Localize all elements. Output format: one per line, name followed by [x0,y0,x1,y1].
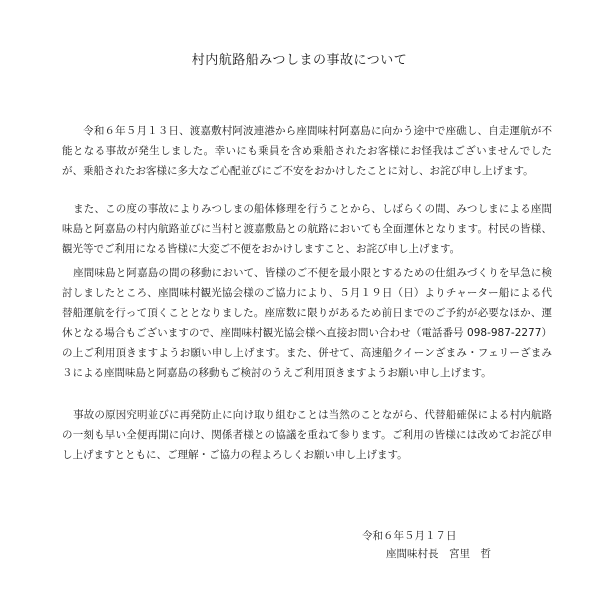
paragraph-3 [62,263,552,383]
paragraph-2 [62,199,552,259]
paragraph-1-text: 令和６年５月１３日、渡嘉敷村阿波連港から座間味村阿嘉島に向かう途中で座礁し、自走運航が不能となる事故が発生しました。幸いにも乗員を含め乗船されたお客様にお怪我はございませんでしたが、乗船されたお客様に多大なご心配並びにご不安をおかけしたことに対し、お詫び申し上げます。 [62,125,552,177]
document-title: 村内航路船みつしまの事故について [191,53,408,68]
paragraph-1 [62,121,552,181]
signature-name: 座間味村長 宮里 哲 [386,548,491,560]
paragraph-4 [62,405,552,465]
paragraph-2-text: また、この度の事故によりみつしまの船体修理を行うことから、しばらくの間、みつしまによる座間味島と阿嘉島の村内航路並びに当村と渡嘉敷島との航路においても全面運休となります。村民の皆様、観光等でご利用になる皆様に大変ご不便をおかけしますこと、お詫び申し上げます。 [62,203,552,255]
signature-date: 令和６年５月１７日 [362,530,457,542]
paragraph-4-text: 事故の原因究明並びに再発防止に向け取り組むことは当然のことながら、代替船確保による村内航路の一刻も早い全便再開に向け、関係者様との協議を重ねて参ります。ご利用の皆様には改めてお詫び申し上げますとともに、ご理解・ご協力の程よろしくお願い申し上げます。 [62,409,552,461]
paragraph-3-text: 座間味島と阿嘉島の間の移動において、皆様のご不便を最小限とするための仕組みづくりを早急に検討しましたところ、座間味村観光協会様のご協力により、５月１９日（日）よりチャーター船による代替船運航を行って頂くこととなりました。座席数に限りがあるため前日までのご予約が必要なほか、運休となる場合もございますので、座間味村観光協会様へ直接お問い合わせ（電話番号 098-987-2277）の上ご利用頂きますようお願い申し上げます。また、併せて、高速船クイーンざまみ・フェリーざまみ３による座間味島と阿嘉島の移動もご検討のうえご利用頂きますようお願い申し上げます。 [62,267,552,379]
